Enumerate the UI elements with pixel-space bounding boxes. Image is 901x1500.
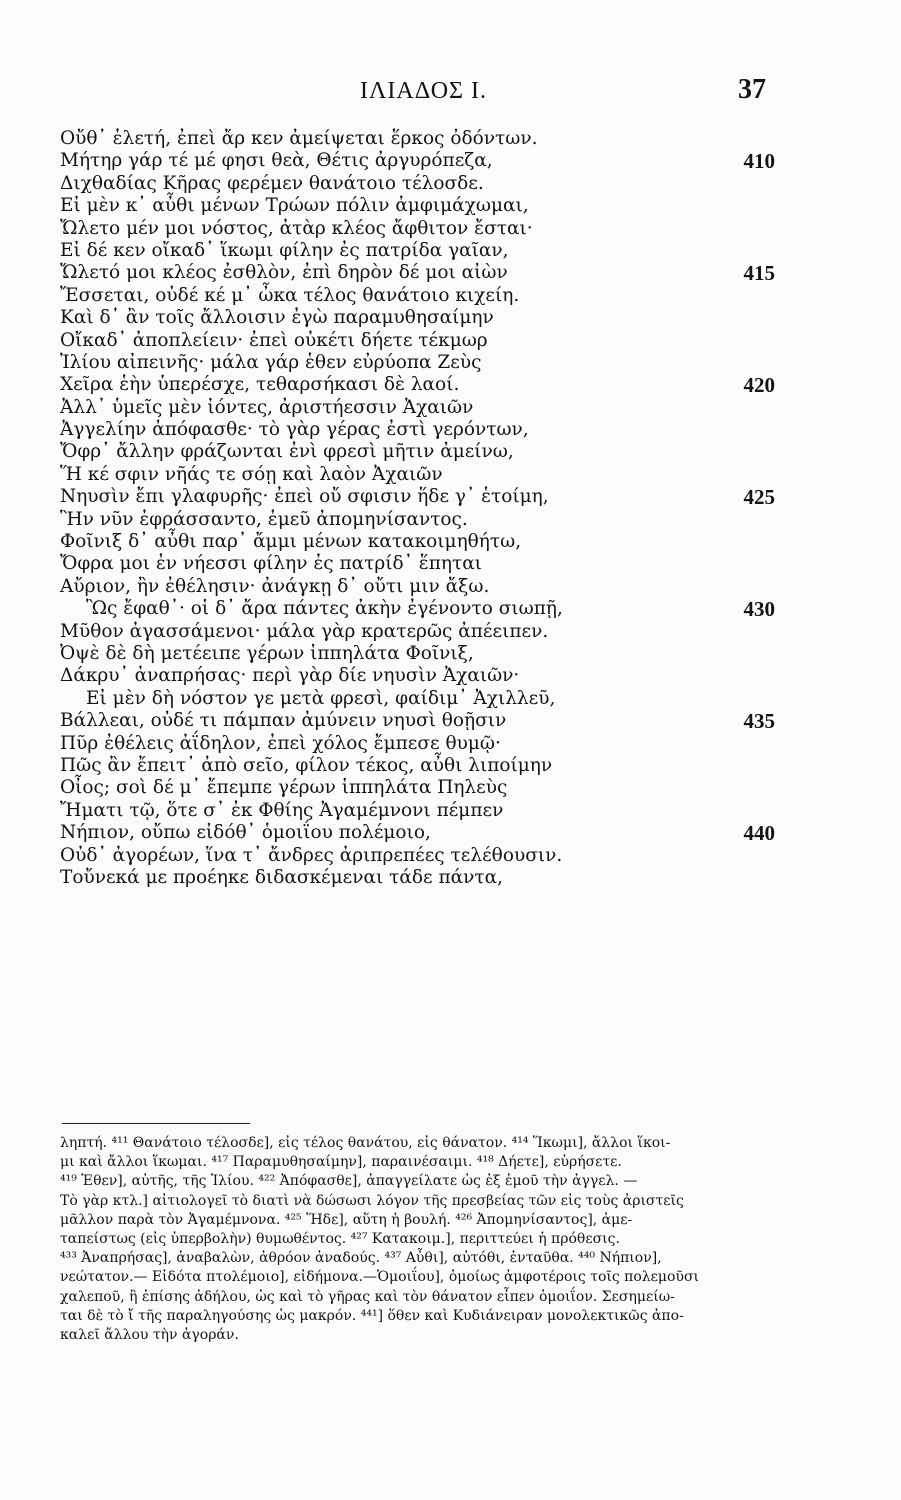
footnote-line <box>0 1307 901 1326</box>
verse-line <box>0 621 901 643</box>
footnote-text: ται δὲ τὸ ἴ τῆς παραληγούσης ὡς μακρόν. ⁴⁴¹] ὅθεν καὶ Κυδιάνειραν μονολεκτικῶς ἀπο- <box>60 1307 684 1324</box>
verse-block <box>0 128 901 889</box>
line-number: 420 <box>743 373 775 398</box>
line-number: 410 <box>743 149 775 174</box>
verse-line <box>0 800 901 822</box>
verse-line <box>0 553 901 575</box>
footnote-text: χαλεποῦ, ἢ ἐπίσης ἀδήλου, ὡς καὶ τὸ γῆρας καὶ τὸν θάνατον εἶπεν ὁμοιΐον. Σεσημείω- <box>60 1288 675 1305</box>
verse-text: Ἣν νῦν ἐφράσσαντο, ἐμεῦ ἀπομηνίσαντος. <box>60 508 468 530</box>
verse-text: Πῶς ἂν ἔπειτ᾿ ἀπὸ σεῖο, φίλον τέκος, αὖθι λιποίμην <box>60 754 553 776</box>
footnote-line <box>0 1326 901 1345</box>
verse-text: Ὤλετό μοι κλέος ἐσθλὸν, ἐπὶ δηρὸν δέ μοι αἰὼν <box>60 262 508 284</box>
verse-text: Μῦθον ἀγασσάμενοι· μάλα γὰρ κρατερῶς ἀπέειπεν. <box>60 620 549 642</box>
line-number: 430 <box>743 597 775 622</box>
verse-line <box>0 576 901 598</box>
verse-text: Αὔριον, ἢν ἐθέλησιν· ἀνάγκῃ δ᾿ οὔτι μιν ἄξω. <box>60 575 490 597</box>
footnotes-block <box>0 1134 901 1345</box>
footnote-text: ⁴³³ Ἀναπρήσας], ἀναβαλὼν, ἀθρόον ἀναδούς. ⁴³⁷ Αὖθι], αὐτόθι, ἐνταῦθα. ⁴⁴⁰ Νήπιον], <box>60 1250 662 1267</box>
verse-line <box>0 464 901 486</box>
footnote-text: ⁴¹⁹ Ἑθεν], αὐτῆς, τῆς Ἰλίου. ⁴²² Ἀπόφασθε], ἀπαγγείλατε ὡς ἐξ ἐμοῦ τὴν ἀγγελ. — <box>60 1173 638 1190</box>
verse-line <box>0 733 901 755</box>
verse-text: Νηυσὶν ἔπι γλαφυρῆς· ἐπεὶ οὔ σφισιν ἥδε γ᾿ ἑτοίμη, <box>60 486 549 508</box>
verse-text: Φοῖνιξ δ᾿ αὖθι παρ᾿ ἄμμι μένων κατακοιμηθήτω, <box>60 531 522 553</box>
footnote-line <box>0 1192 901 1211</box>
verse-text: Ὤλετο μέν μοι νόστος, ἀτὰρ κλέος ἄφθιτον ἔσται· <box>60 217 533 239</box>
verse-line <box>0 441 901 463</box>
verse-line <box>0 755 901 777</box>
verse-text: Οἴκαδ᾿ ἀποπλείειν· ἐπεὶ οὐκέτι δήετε τέκμωρ <box>60 329 488 351</box>
verse-line <box>0 665 901 687</box>
verse-text: Πῦρ ἐθέλεις ἀΐδηλον, ἐπεὶ χόλος ἔμπεσε θυμῷ· <box>60 732 501 754</box>
line-number: 440 <box>743 821 775 846</box>
footnote-line <box>0 1153 901 1172</box>
running-title: ΙΛΙΑΔΟΣ Ι. <box>360 78 488 104</box>
line-number: 415 <box>743 261 775 286</box>
verse-text: Ἤματι τῷ, ὅτε σ᾿ ἐκ Φθίης Ἀγαμέμνονι πέμπεν <box>60 799 504 821</box>
footnote-line <box>0 1230 901 1249</box>
verse-text: Νήπιον, οὔπω εἰδόθ᾿ ὁμοιΐου πολέμοιο, <box>60 822 431 844</box>
verse-text: Διχθαδίας Κῆρας φερέμεν θανάτοιο τέλοσδε. <box>60 172 484 194</box>
footnote-text: ληπτή. ⁴¹¹ Θανάτοιο τέλοσδε], εἰς τέλος θανάτου, εἰς θάνατον. ⁴¹⁴ Ἵκωμι], ἄλλοι ἵκοι- <box>60 1135 671 1151</box>
verse-text: Ὀψὲ δὲ δὴ μετέειπε γέρων ἱππηλάτα Φοῖνιξ, <box>60 642 474 664</box>
verse-line <box>0 531 901 553</box>
footnote-text: μι καὶ ἄλλοι ἵκωμαι. ⁴¹⁷ Παραμυθησαίμην], παραινέσαιμι. ⁴¹⁸ Δήετε], εὑρήσετε. <box>60 1154 622 1171</box>
verse-line <box>0 330 901 352</box>
verse-line <box>0 777 901 799</box>
verse-text: Οἶος; σοὶ δέ μ᾿ ἔπεμπε γέρων ἱππηλάτα Πηλεὺς <box>60 777 508 799</box>
verse-line <box>0 643 901 665</box>
verse-line <box>0 710 901 732</box>
footnote-line <box>0 1268 901 1287</box>
footnote-text: μᾶλλον παρὰ τὸν Ἀγαμέμνονα. ⁴²⁵ Ἥδε], αὕτη ἡ βουλή. ⁴²⁶ Ἀπομηνίσαντος], ἀμε- <box>60 1211 633 1228</box>
footnote-line <box>0 1172 901 1191</box>
verse-text: Χεῖρα ἑὴν ὑπερέσχε, τεθαρσήκασι δὲ λαοί. <box>60 374 460 396</box>
verse-line <box>0 195 901 217</box>
footnote-text: ταπείστως (εἰς ὑπερβολὴν) θυμωθέντος. ⁴²⁷ Κατακοιμ.], περιττεύει ἡ πρόθεσις. <box>60 1230 620 1247</box>
footnote-text: καλεῖ ἄλλου τὴν ἀγοράν. <box>60 1326 239 1343</box>
verse-text: Ὄφρα μοι ἐν νήεσσι φίλην ἐς πατρίδ᾿ ἕπηται <box>60 553 482 575</box>
verse-line <box>0 419 901 441</box>
verse-line <box>0 822 901 844</box>
verse-text: Ἔσσεται, οὐδέ κέ μ᾿ ὦκα τέλος θανάτοιο κιχείη. <box>60 284 520 306</box>
verse-line <box>0 262 901 284</box>
verse-text: Ἥ κέ σφιν νῆάς τε σόῃ καὶ λαὸν Ἀχαιῶν <box>60 463 443 485</box>
verse-text: Οὐδ᾿ ἀγορέων, ἵνα τ᾿ ἄνδρες ἀριπρεπέες τελέθουσιν. <box>60 844 563 866</box>
verse-text: Εἰ μὲν κ᾿ αὖθι μένων Τρώων πόλιν ἀμφιμάχωμαι, <box>60 195 529 217</box>
verse-line <box>0 240 901 262</box>
verse-text: Ὣς ἔφαθ᾿· οἱ δ᾿ ἄρα πάντες ἀκὴν ἐγένοντο σιωπῇ, <box>86 598 563 620</box>
verse-line <box>0 150 901 172</box>
footnote-divider <box>62 1123 250 1124</box>
line-number: 425 <box>743 485 775 510</box>
verse-line <box>0 307 901 329</box>
page-header <box>0 74 901 114</box>
verse-line <box>0 173 901 195</box>
verse-text: Ἀγγελίην ἀπόφασθε· τὸ γὰρ γέρας ἐστὶ γερόντων, <box>60 419 529 441</box>
verse-line <box>0 218 901 240</box>
line-number: 435 <box>743 709 775 734</box>
verse-line <box>0 845 901 867</box>
verse-text: Βάλλεαι, οὐδέ τι πάμπαν ἀμύνειν νηυσὶ θοῇσιν <box>60 710 507 732</box>
verse-line <box>0 352 901 374</box>
verse-text: Εἰ μὲν δὴ νόστον γε μετὰ φρεσὶ, φαίδιμ᾿ Ἀχιλλεῦ, <box>86 687 556 709</box>
footnote-line <box>0 1211 901 1230</box>
footnote-line <box>0 1249 901 1268</box>
verse-text: Ἰλίου αἰπεινῆς· μάλα γάρ ἑθεν εὐρύοπα Ζεὺς <box>60 351 482 373</box>
verse-text: Δάκρυ᾿ ἀναπρήσας· περὶ γὰρ δίε νηυσὶν Ἀχαιῶν· <box>60 665 520 687</box>
verse-line <box>0 374 901 396</box>
verse-line <box>0 867 901 889</box>
footnote-line <box>0 1288 901 1307</box>
page-number: 37 <box>738 74 766 105</box>
verse-text: Ἀλλ᾿ ὑμεῖς μὲν ἰόντες, ἀριστήεσσιν Ἀχαιῶν <box>60 396 474 418</box>
verse-text: Καὶ δ᾿ ἂν τοῖς ἄλλοισιν ἐγὼ παραμυθησαίμην <box>60 307 494 329</box>
verse-line <box>0 509 901 531</box>
footnote-line <box>0 1134 901 1153</box>
verse-line <box>0 128 901 150</box>
verse-text: Μήτηρ γάρ τέ μέ φησι θεὰ, Θέτις ἀργυρόπεζα, <box>60 150 493 172</box>
footnote-text: νεώτατον.— Εἰδότα πτολέμοιο], εἰδήμονα.—Ὁμοιΐου], ὁμοίως ἀμφοτέροις τοῖς πολεμοῦσι <box>60 1269 699 1286</box>
verse-text: Εἰ δέ κεν οἴκαδ᾿ ἵκωμι φίλην ἐς πατρίδα γαῖαν, <box>60 239 509 261</box>
verse-line <box>0 598 901 620</box>
verse-line <box>0 397 901 419</box>
verse-line <box>0 486 901 508</box>
verse-line <box>0 688 901 710</box>
verse-text: Τοὔνεκά με προέηκε διδασκέμεναι τάδε πάντα, <box>60 866 503 888</box>
footnote-text: Τὸ γὰρ κτλ.] αἰτιολογεῖ τὸ διατὶ νὰ δώσωσι λόγον τῆς πρεσβείας τῶν εἰς τοὺς ἀριστεῖς <box>60 1192 684 1209</box>
verse-line <box>0 285 901 307</box>
verse-text: Οὔθ᾿ ἑλετή, ἐπεὶ ἄρ κεν ἀμείψεται ἕρκος ὀδόντων. <box>60 128 538 149</box>
verse-text: Ὄφρ᾿ ἄλλην φράζωνται ἐνὶ φρεσὶ μῆτιν ἀμείνω, <box>60 441 514 463</box>
